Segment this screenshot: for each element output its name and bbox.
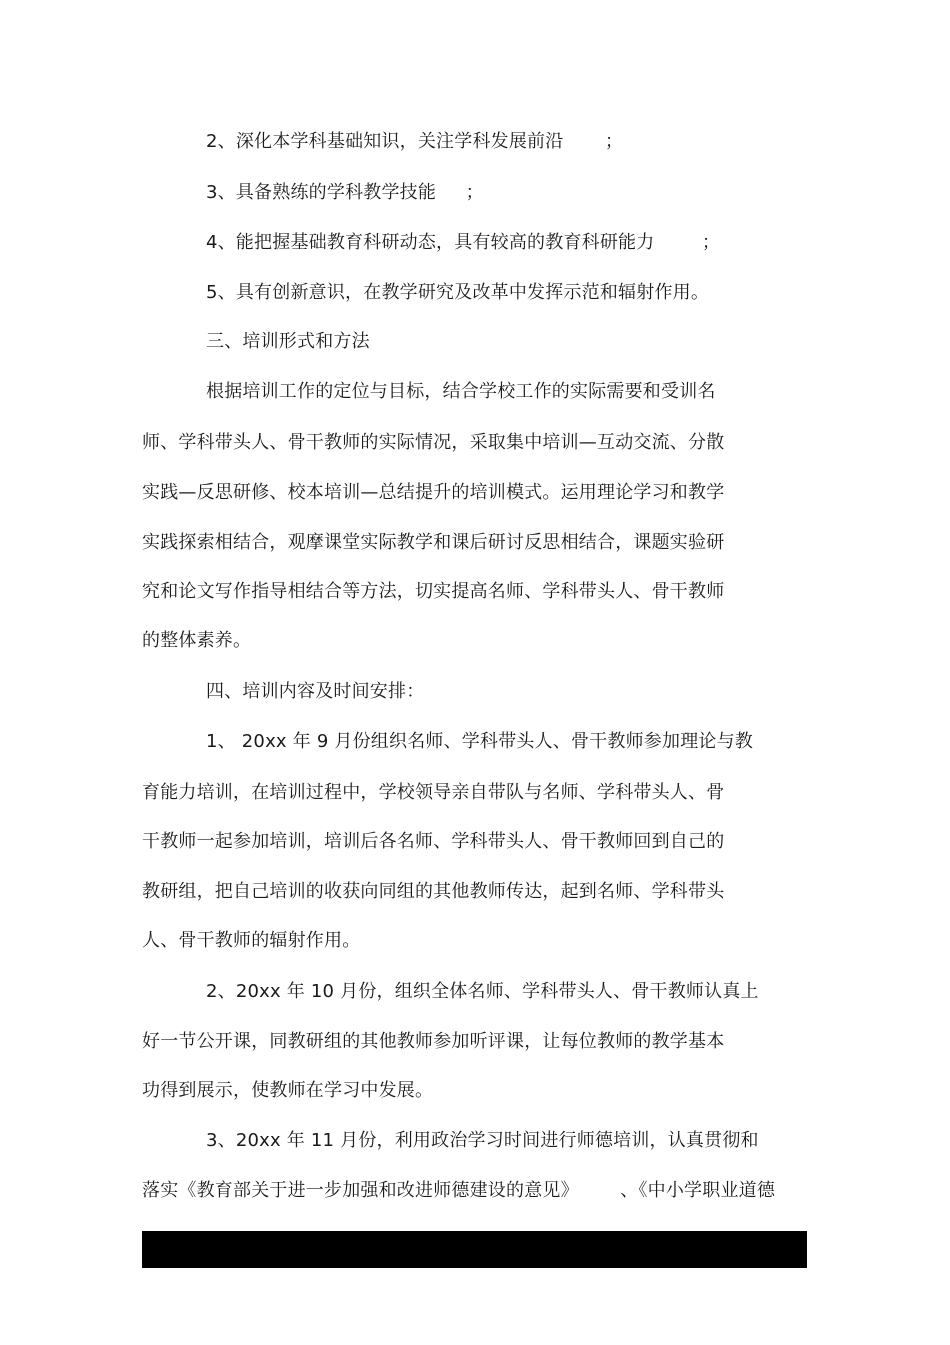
text-line: 好一节公开课，同教研组的其他教师参加听评课，让每位教师的教学基本 xyxy=(142,1031,725,1052)
text-line: 3、20xx 年 11 月份，利用政治学习时间进行师德培训，认真贯彻和 xyxy=(206,1130,759,1151)
text-line: 育能力培训，在培训过程中，学校领导亲自带队与名师、学科带头人、骨 xyxy=(142,782,725,803)
text-line: 师、学科带头人、骨干教师的实际情况，采取集中培训—互动交流、分散 xyxy=(142,432,725,453)
text-line: 根据培训工作的定位与目标，结合学校工作的实际需要和受训名 xyxy=(206,381,716,402)
text-line: 1、 20xx 年 9 月份组织名师、学科带头人、骨干教师参加理论与教 xyxy=(206,731,753,752)
text-line: 落实《教育部关于进一步加强和改进师德建设的意见》 、《中小学职业道德 xyxy=(142,1180,776,1201)
text-line: 实践探索相结合，观摩课堂实际教学和课后研讨反思相结合，课题实验研 xyxy=(142,532,725,553)
footer-black-bar xyxy=(142,1231,807,1268)
text-line: 功得到展示，使教师在学习中发展。 xyxy=(142,1080,434,1101)
text-line: 实践—反思研修、校本培训—总结提升的培训模式。运用理论学习和教学 xyxy=(142,482,725,503)
text-line: 人、骨干教师的辐射作用。 xyxy=(142,930,361,951)
section-heading: 三、培训形式和方法 xyxy=(206,331,370,352)
text-line: 2、深化本学科基础知识，关注学科发展前沿 ； xyxy=(206,131,624,152)
text-line: 干教师一起参加培训，培训后各名师、学科带头人、骨干教师回到自己的 xyxy=(142,831,725,852)
section-heading: 四、培训内容及时间安排： xyxy=(206,681,425,702)
text-line: 5、具有创新意识，在教学研究及改革中发挥示范和辐射作用。 xyxy=(206,282,710,303)
text-line: 究和论文写作指导相结合等方法，切实提高名师、学科带头人、骨干教师 xyxy=(142,581,725,602)
text-line: 4、能把握基础教育科研动态，具有较高的教育科研能力 ； xyxy=(206,232,721,253)
text-line: 2、20xx 年 10 月份，组织全体名师、学科带头人、骨干教师认真上 xyxy=(206,981,759,1002)
text-line: 3、具备熟练的学科教学技能 ； xyxy=(206,182,484,203)
text-line: 的整体素养。 xyxy=(142,630,252,651)
text-line: 教研组，把自己培训的收获向同组的其他教师传达，起到名师、学科带头 xyxy=(142,881,725,902)
